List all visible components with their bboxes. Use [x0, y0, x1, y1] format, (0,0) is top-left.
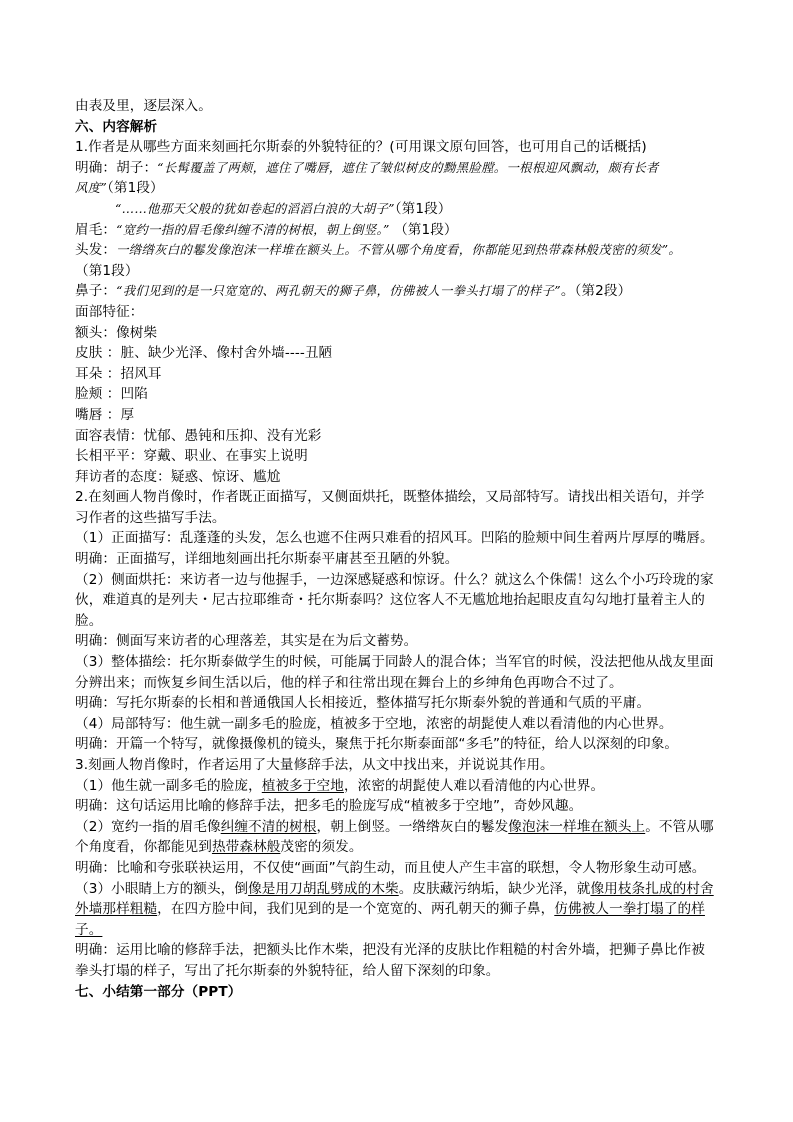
- underlined-text: 子。: [75, 921, 103, 938]
- underlined-text: 热带森林般: [211, 839, 281, 856]
- underlined-text: 像用枝条扎成的村舍: [590, 880, 714, 897]
- text-line: 耳朵 ：招风耳: [75, 365, 162, 382]
- text-line: [75, 281, 735, 302]
- text-line: 皮肤 ：脏、缺少光泽、像村舍外墙----丑陋: [75, 345, 333, 362]
- underlined-text: 外墙那样粗糙: [75, 901, 158, 918]
- section-heading: 六、内容解析: [75, 118, 158, 135]
- text-span: （第1段）: [394, 200, 452, 217]
- text-span: 鼻子：: [75, 283, 117, 300]
- text-line: 2.在刻画人物肖像时，作者既正面描写，又侧面烘托，既整体描绘，又局部特写。请找出相关语句，并学: [75, 489, 705, 506]
- text-line: [75, 220, 735, 241]
- quoted-text: “我们见到的是一只宽宽的、两孔朝天的狮子鼻，仿佛被人一拳头打塌了的样子”: [116, 283, 561, 299]
- text-span: 明确：胡子：: [75, 159, 158, 176]
- text-line: 明确：运用比喻的修辞手法，把额头比作木柴，把没有光泽的皮肤比作粗糙的村舍外墙，把狮子鼻比作被: [75, 942, 705, 959]
- text-line: 明确：正面描写，详细地刻画出托尔斯泰平庸甚至丑陋的外貌。: [75, 551, 459, 568]
- text-line: 拜访者的态度：疑惑、惊讶、尴尬: [75, 468, 281, 485]
- text-line: [75, 899, 735, 920]
- quoted-text: 一绺绺灰白的鬈发像泡沫一样堆在额头上。不管从哪个角度看，你都能见到热带森林般茂密的须发”。: [116, 242, 682, 258]
- quoted-text: “长髯覆盖了两颊，遮住了嘴唇，遮住了皱似树皮的黝黑脸膛。一根根迎风飘动，颇有长者: [157, 159, 659, 175]
- document-page: [75, 96, 735, 1002]
- text-span: ，朝上倒竖。一绺绺灰白的鬈发: [316, 818, 509, 835]
- text-line: （第1段）: [75, 262, 139, 279]
- text-line: 脸颊 ：凹陷: [75, 386, 148, 403]
- text-line: [75, 776, 735, 797]
- text-span: （2）宽约一指的眉毛像: [75, 818, 221, 835]
- text-line: 明确：侧面写来访者的心理落差，其实是在为后文蓄势。: [75, 633, 418, 650]
- text-span: 个角度看，你都能见到: [75, 839, 212, 856]
- text-line: [75, 837, 735, 858]
- text-line: 分辨出来；而恢复乡间生活以后，他的样子和往常出现在舞台上的乡绅角色再吻合不过了。: [75, 674, 623, 691]
- quoted-text: “宽约一指的眉毛像纠缠不清的树根，朝上倒竖。”: [116, 221, 390, 237]
- text-line: 3.刻画人物肖像时，作者运用了大量修辞手法，从文中找出来，并说说其作用。: [75, 757, 554, 773]
- text-line: 明确：比喻和夸张联袂运用，不仅使“画面”气韵生动，而且使人产生丰富的联想，令人物形象生动可感。: [75, 859, 706, 876]
- section-heading: 七、小结第一部分（PPT）: [75, 983, 242, 1000]
- text-span: 。（第2段）: [560, 283, 632, 300]
- text-line: 额头：像树柴: [75, 324, 158, 341]
- text-line: [75, 817, 735, 838]
- underlined-text: 像泡沫一样堆在额头上: [508, 818, 646, 835]
- text-line: [75, 199, 735, 220]
- text-line: [75, 920, 735, 941]
- underlined-text: 纠缠不清的树根: [220, 818, 317, 835]
- text-line: 明确：开篇一个特写，就像摄像机的镜头，聚焦于托尔斯泰面部“多毛”的特征，给人以深刻的印象。: [75, 736, 679, 753]
- underlined-text: 仿佛被人一拳打塌了的样: [554, 901, 705, 918]
- text-line: 嘴唇 ：厚: [75, 406, 135, 423]
- text-line: （1）正面描写：乱蓬蓬的头发，怎么也遮不住两只难看的招风耳。凹陷的脸颊中间生着两片厚厚的嘴唇。: [75, 530, 714, 547]
- text-span: （第1段）: [107, 180, 164, 197]
- text-line: 拳头打塌的样子，写出了托尔斯泰的外貌特征，给人留下深刻的印象。: [75, 962, 500, 979]
- text-span: （第1段）: [389, 221, 458, 238]
- text-span: （3）小眼睛上方的额头，倒: [75, 880, 249, 897]
- text-line: 明确：这句话运用比喻的修辞手法，把多毛的脸庞写成“植被多于空地”，奇妙风趣。: [75, 798, 583, 815]
- underlined-text: 像是用刀胡乱劈成的木柴: [248, 880, 399, 897]
- text-line: （2）侧面烘托：来访者一边与他握手，一边深感疑惑和惊讶。什么？就这么个侏儒！这么个小巧玲珑的家: [75, 571, 714, 588]
- text-line: 长相平平：穿戴、职业、在事实上说明: [75, 448, 308, 465]
- text-line: 脸。: [75, 612, 103, 629]
- text-line: （4）局部特写：他生就一副多毛的脸庞，植被多于空地，浓密的胡髭使人难以看清他的内心世界。: [75, 715, 673, 732]
- text-line: 面部特征：: [75, 303, 144, 320]
- text-span: ，在四方脸中间，我们见到的是一个宽宽的、两孔朝天的狮子鼻，: [157, 901, 555, 918]
- text-line: [75, 879, 735, 900]
- text-line: [75, 178, 735, 199]
- text-span: 。不管从哪: [645, 818, 714, 835]
- text-span: 眉毛：: [75, 221, 117, 238]
- text-line: 面容表情：忧郁、愚钝和压抑、没有光彩: [75, 427, 322, 444]
- underlined-text: 植被多于空地: [261, 777, 344, 794]
- quoted-text: 风度”: [75, 180, 108, 196]
- text-line: 习作者的这些描写手法。: [75, 509, 226, 526]
- text-line: 1.作者是从哪些方面来刻画托尔斯泰的外貌特征的？(可用课文原句回答，也可用自己的话概括): [75, 139, 647, 156]
- text-span: 头发：: [75, 242, 117, 259]
- text-line: [75, 158, 735, 179]
- text-line: 由表及里，逐层深入。: [75, 98, 212, 114]
- text-line: 明确：写托尔斯泰的长相和普通俄国人长相接近，整体描写托尔斯泰外貌的普通和气质的平庸。: [75, 695, 651, 712]
- text-span: 。皮肤藏污纳垢，缺少光泽，就: [398, 880, 591, 897]
- text-span: 茂密的须发。: [280, 839, 363, 856]
- text-span: ，浓密的胡髭使人难以看清他的内心世界。: [343, 777, 605, 794]
- text-line: （3）整体描绘：托尔斯泰做学生的时候，可能属于同龄人的混合体；当军官的时候，没法把他从战友里面: [75, 654, 714, 671]
- quoted-text: “……他那天父般的犹如卷起的滔滔白浪的大胡子”: [115, 200, 395, 216]
- text-span: （1）他生就一副多毛的脸庞，: [75, 777, 262, 794]
- text-line: 伙，难道真的是列夫・尼古拉耶维奇・托尔斯泰吗？这位客人不无尴尬地抬起眼皮直勾勾地打量着主人的: [75, 592, 705, 609]
- text-line: [75, 240, 735, 261]
